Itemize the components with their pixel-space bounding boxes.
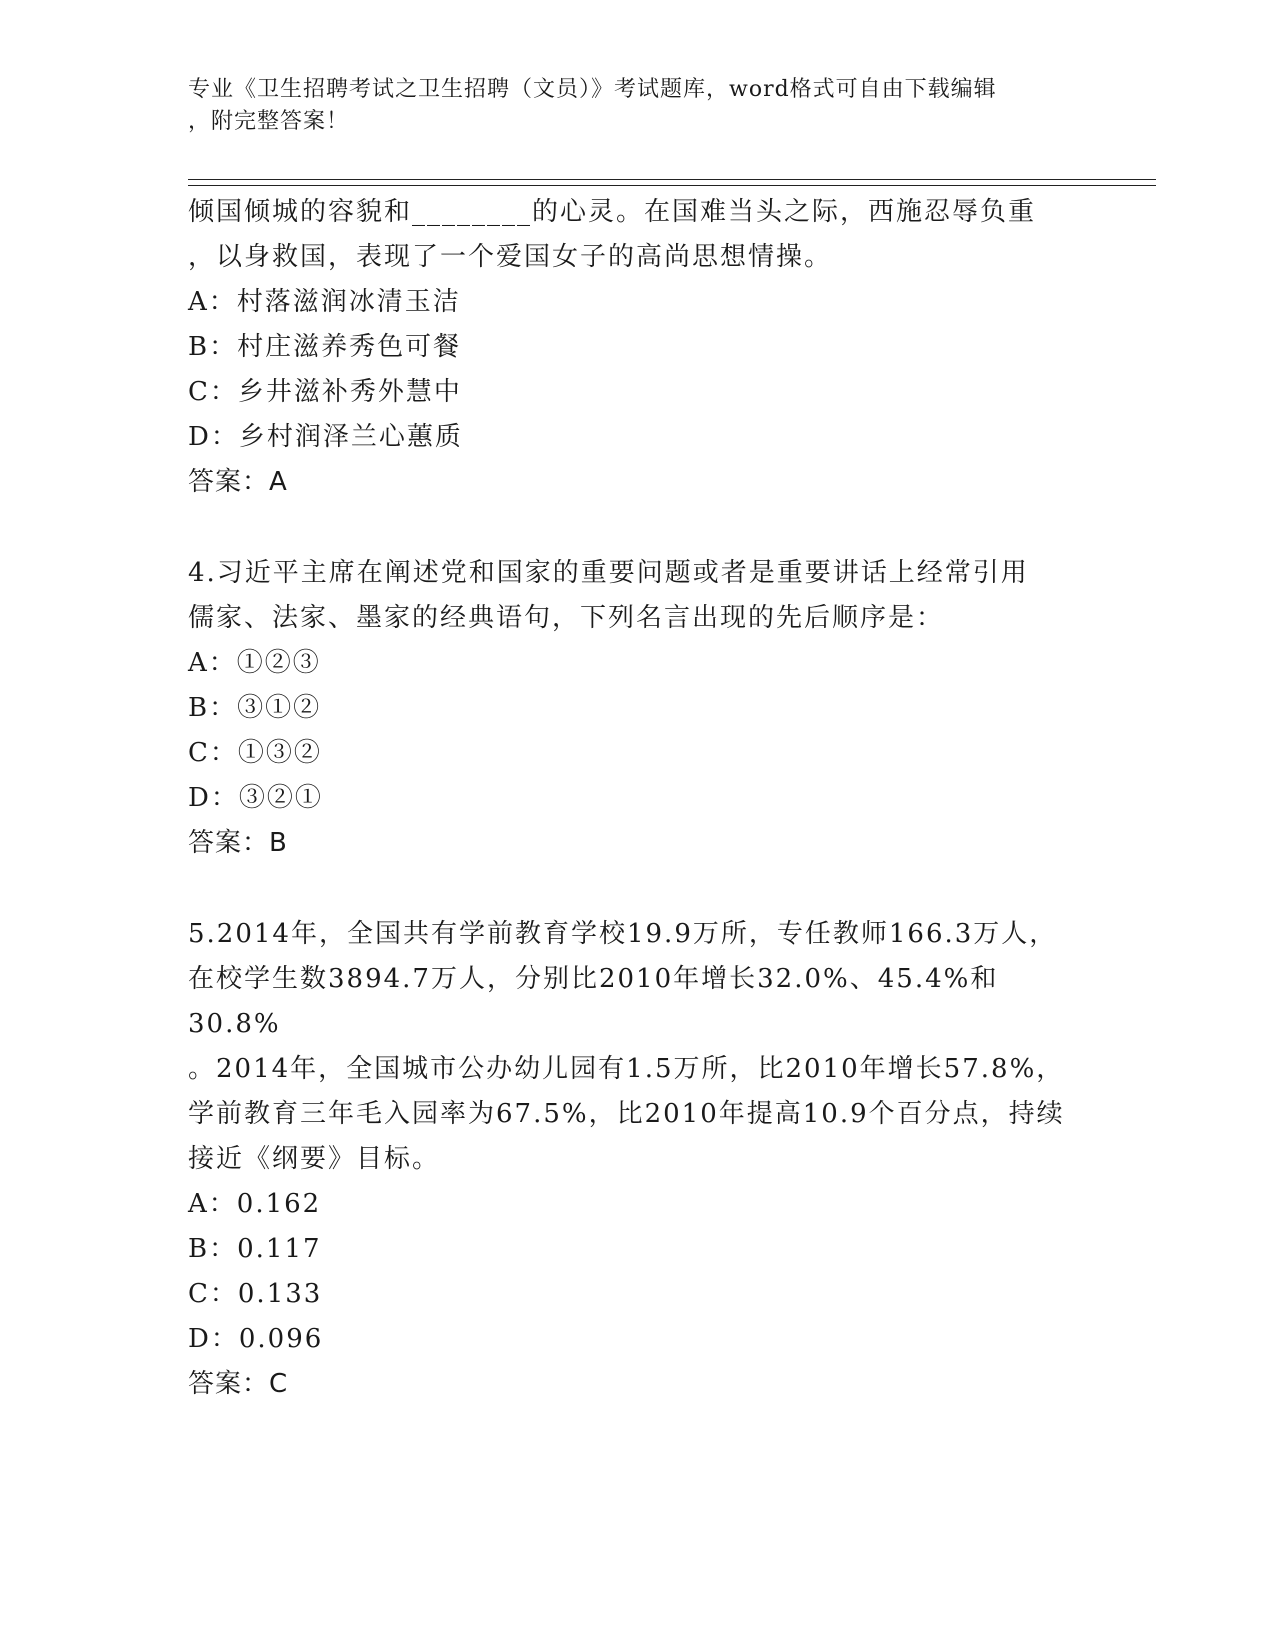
question-text-line: 在校学生数3894.7万人，分别比2010年增长32.0%、45.4%和30.8%: [188, 964, 999, 1039]
header-rule-top: [188, 179, 1156, 180]
question-block: [188, 912, 1088, 1407]
option-c: C：0.133: [188, 1279, 323, 1309]
option-a: A：0.162: [188, 1189, 322, 1219]
option-a: A：村落滋润冰清玉洁: [188, 287, 461, 317]
header-rule-bottom: [188, 185, 1156, 186]
option-a: A：①②③: [188, 648, 321, 678]
question-text-line: 4.习近平主席在阐述党和国家的重要问题或者是重要讲话上经常引用: [188, 558, 1029, 588]
question-block: [188, 190, 1088, 505]
option-d: D：乡村润泽兰心蕙质: [188, 422, 463, 452]
option-b: B：0.117: [188, 1234, 322, 1264]
answer-line: 答案：C: [188, 1369, 289, 1399]
question-text-line: ，以身救国，表现了一个爱国女子的高尚思想情操。: [188, 242, 833, 272]
question-text-line: 儒家、法家、墨家的经典语句，下列名言出现的先后顺序是：: [188, 603, 945, 633]
answer-line: 答案：B: [188, 828, 288, 858]
question-text-line: 倾国倾城的容貌和________的心灵。在国难当头之际，西施忍辱负重: [188, 197, 1037, 227]
header-line-2: ，附完整答案！: [188, 109, 350, 134]
question-block: [188, 551, 1088, 866]
spacer: [188, 505, 1088, 551]
question-text-line: 接近《纲要》目标。: [188, 1144, 441, 1174]
question-list: [188, 190, 1088, 1407]
question-text-line: 。2014年，全国城市公办幼儿园有1.5万所，比2010年增长57.8%，: [188, 1054, 1065, 1084]
question-text-line: 学前教育三年毛入园率为67.5%，比2010年提高10.9个百分点，持续: [188, 1099, 1065, 1129]
header-line-1: 专业《卫生招聘考试之卫生招聘（文员）》考试题库，word格式可自由下载编辑: [188, 77, 997, 102]
option-b: B：③①②: [188, 693, 322, 723]
option-c: C：①③②: [188, 738, 322, 768]
option-b: B：村庄滋养秀色可餐: [188, 332, 462, 362]
answer-line: 答案：A: [188, 467, 288, 497]
spacer: [188, 866, 1088, 912]
question-text-line: 5.2014年，全国共有学前教育学校19.9万所，专任教师166.3万人，: [188, 919, 1058, 949]
option-d: D：③②①: [188, 783, 323, 813]
option-c: C：乡井滋补秀外慧中: [188, 377, 462, 407]
option-d: D：0.096: [188, 1324, 324, 1354]
document-header: [188, 74, 1088, 138]
